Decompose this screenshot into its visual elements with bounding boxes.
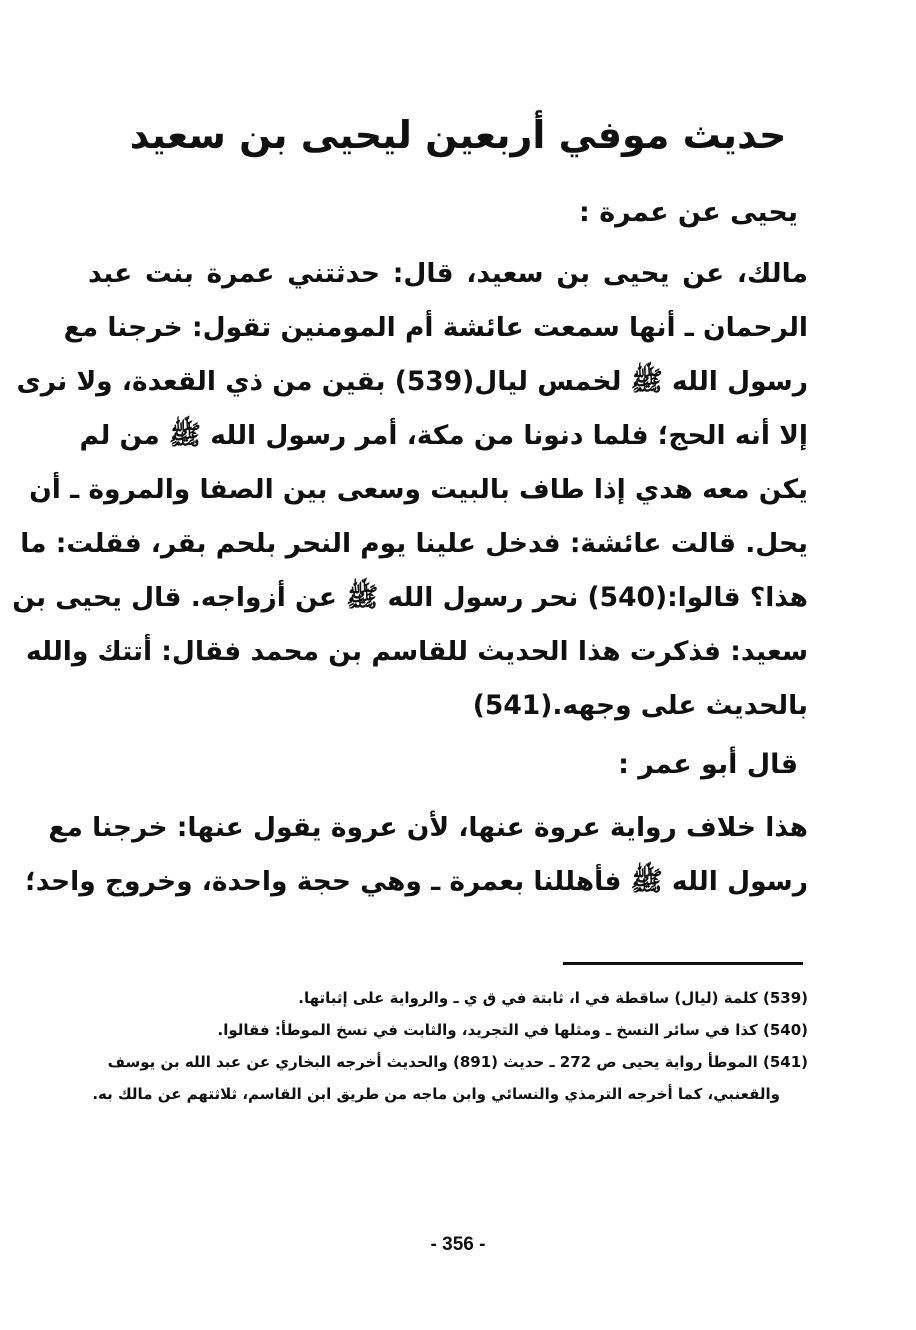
page-title: حديث موفي أربعين ليحيى بن سعيد <box>129 113 787 157</box>
footnote-540: (540) كذا في سائر النسخ ـ ومثلها في التجريد، والثابت في نسخ الموطأ: فقالوا. <box>217 1021 808 1039</box>
hadith-line: رسول الله ﷺ لخمس ليال(539) بقين من ذي القعدة، ولا نرى <box>16 366 808 397</box>
footnote-541: (541) الموطأ رواية يحيى ص 272 ـ حديث (891) والحديث أخرجه البخاري عن عبد الله بن يوسف <box>107 1053 808 1071</box>
footnote-539: (539) كلمة (ليال) ساقطة في ا، ثابتة في ق ي ـ والرواية على إثباتها. <box>298 989 808 1007</box>
hadith-line: بالحديث على وجهه.(541) <box>472 690 808 721</box>
footnotes <box>88 982 808 1110</box>
hadith-line: الرحمان ـ أنها سمعت عائشة أم المومنين تقول: خرجنا مع <box>63 312 808 343</box>
commentary-line: رسول الله ﷺ فأهللنا بعمرة ـ وهي حجة واحدة، وخروج واحد؛ <box>25 866 808 897</box>
commentary-paragraph <box>25 801 808 909</box>
hadith-line: مالك، عن يحيى بن سعيد، قال: حدثتني عمرة بنت عبد <box>88 258 808 289</box>
hadith-line: هذا؟ قالوا:(540) نحر رسول الله ﷺ عن أزواجه. قال يحيى بن <box>12 582 808 613</box>
page-number: - 356 - <box>430 1234 486 1255</box>
footnote-separator <box>563 962 803 965</box>
commentary-line: هذا خلاف رواية عروة عنها، لأن عروة يقول عنها: خرجنا مع <box>48 812 808 843</box>
footnote-541-continued: والقعنبي، كما أخرجه الترمذي والنسائي وابن ماجه من طريق ابن القاسم، ثلاثتهم عن مالك به. <box>92 1085 780 1103</box>
hadith-paragraph <box>12 247 808 733</box>
hadith-line: سعيد: فذكرت هذا الحديث للقاسم بن محمد فقال: أتتك والله <box>25 636 808 667</box>
hadith-line: إلا أنه الحج؛ فلما دنونا من مكة، أمر رسول الله ﷺ من لم <box>79 420 808 451</box>
hadith-line: يحل. قالت عائشة: فدخل علينا يوم النحر بلحم بقر، فقلت: ما <box>20 528 808 559</box>
hadith-line: يكن معه هدي إذا طاف بالبيت وسعى بين الصفا والمروة ـ أن <box>29 474 808 505</box>
section-heading-yahya-amra: يحيى عن عمرة : <box>579 197 798 228</box>
section-heading-abu-umar: قال أبو عمر : <box>618 749 798 780</box>
